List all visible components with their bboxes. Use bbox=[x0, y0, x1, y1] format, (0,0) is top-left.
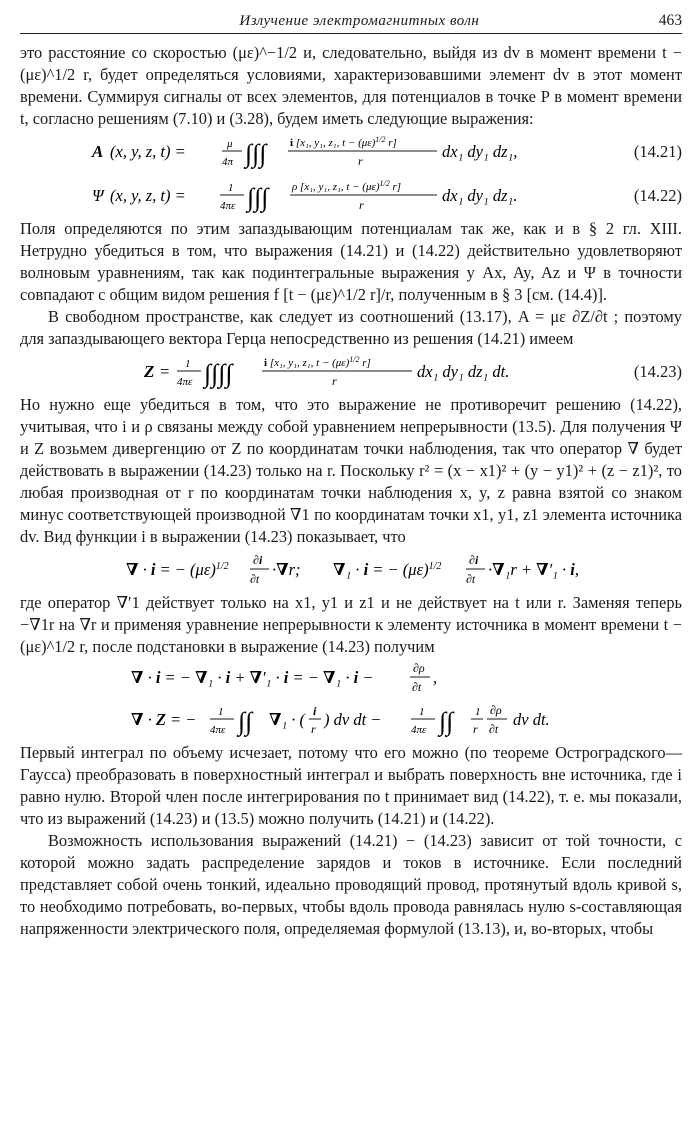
svg-text:∂i: ∂i bbox=[469, 553, 479, 567]
svg-text:∇ · i = − ∇₁ · i + ∇′₁ · i = −: ∇ · i = − ∇₁ · i + ∇′₁ · i = − ∇₁ · i − bbox=[131, 668, 374, 687]
svg-text:4πε: 4πε bbox=[177, 376, 193, 388]
svg-text:∂t: ∂t bbox=[250, 572, 260, 586]
svg-text:Z: Z bbox=[144, 362, 155, 381]
svg-text:A: A bbox=[92, 142, 104, 161]
running-title: Излучение электромагнитных волн bbox=[239, 13, 480, 29]
equation-number: (14.22) bbox=[633, 186, 682, 205]
equation-14-21 bbox=[20, 130, 682, 174]
svg-text:∫∫: ∫∫ bbox=[439, 707, 454, 736]
svg-text:∫∫∫: ∫∫∫ bbox=[245, 139, 267, 168]
paragraph-5: где оператор ∇′1 действует только на x1, y1 и z1 и не действует на t или r. Заменяя теперь −∇1r на ∇r и применяя уравнение непрерывности к элементу источника в момент времени t − (με)^1/2 r, после подстановки в выражение (14.23) получим bbox=[20, 593, 682, 656]
svg-text:∂i: ∂i bbox=[253, 553, 263, 567]
svg-text:∫∫∫∫: ∫∫∫∫ bbox=[204, 359, 233, 388]
svg-text:1: 1 bbox=[218, 706, 224, 718]
svg-text:ρ [x₁, y₁, z₁, t − (με)1/2: ρ [x₁, y₁, z₁, $t - (\mu\varepsilon)^{1/2}$ r] bbox=[292, 179, 402, 193]
svg-text:4πε: 4πε bbox=[220, 200, 236, 212]
paragraph-2: Поля определяются по этим запаздывающим потенциалам так же, как и в § 2 гл. XIII. Нетрудно убедиться в том, что выражения (14.21) и (14.22) действительно удовлетворяют волновым уравнениям, так как подинтегральные выражения у Ax, Ay, Az и Ψ в точности совпадают с общим видом решения f [t − (με)^1/2 r]/r, полученным в § 3 [см. (14.4)]. bbox=[20, 219, 682, 304]
svg-text:∇₁ · i = − (με)1/2: ∇₁ · i = − $(\mu\varepsilon)^{1/2}$ bbox=[333, 560, 442, 579]
paragraph-6: Первый интеграл по объему исчезает, потому что его можно (по теореме Остроградского—Гаусса) преобразовать в поверхностный интеграл и выбрать поверхность вне источника, где i равно нулю. Второй член после интегрирования по t принимает вид (14.22), т. е. мы показали, что из выражений (14.23) и (13.5) можно получить (14.21) и (14.22). bbox=[20, 743, 682, 828]
svg-text:r: r bbox=[359, 198, 364, 212]
svg-text:∫∫∫: ∫∫∫ bbox=[247, 183, 269, 212]
paragraph-7: Возможность использования выражений (14.21) − (14.23) зависит от той точности, с которой можно задать распределение зарядов и токов в источнике. Если последний представляет собой очень тонкий, идеально проводящий провод, протянутый вдоль кривой s, то необходимо потребовать, во-первых, чтобы вдоль провода равнялась нулю s-составляющая напряженности электрического поля, определяемая формулой (13.13), и, во-вторых, чтобы bbox=[20, 831, 682, 938]
svg-text:dx₁ dy₁ dz₁,: dx₁ dy₁ dz₁, bbox=[442, 142, 518, 161]
svg-text:4π: 4π bbox=[222, 156, 234, 168]
svg-text:dx₁ dy₁ dz₁.: dx₁ dy₁ dz₁. bbox=[442, 186, 518, 205]
svg-text:·∇r;: ·∇r; bbox=[272, 560, 301, 579]
svg-text:μ: μ bbox=[227, 138, 233, 150]
svg-text:1: 1 bbox=[228, 182, 234, 194]
equation-14-22 bbox=[20, 174, 682, 218]
equation-14-23-graphic bbox=[32, 350, 592, 394]
svg-text:∇₁ · (: ∇₁ · ( bbox=[269, 710, 306, 729]
svg-text:i [x₁, y₁, z₁, t − (με)1/2: i [x₁, y₁, z₁, $t - (\mu\varepsilon)^{1/2}$ r] bbox=[264, 355, 371, 369]
equation-div-z-graphic bbox=[41, 698, 661, 742]
equation-nabla-graphic bbox=[41, 548, 661, 592]
svg-text:∂t: ∂t bbox=[466, 572, 476, 586]
svg-text:dx₁ dy₁ dz₁ dt.: dx₁ dy₁ dz₁ dt. bbox=[417, 362, 510, 381]
svg-text:∫∫: ∫∫ bbox=[238, 707, 253, 736]
svg-text:1: 1 bbox=[419, 706, 425, 718]
page-header bbox=[20, 6, 682, 34]
svg-text:4πε: 4πε bbox=[411, 724, 427, 736]
svg-text:∂t: ∂t bbox=[412, 680, 422, 694]
equation-nabla bbox=[20, 548, 682, 592]
svg-text:dv dt.: dv dt. bbox=[513, 710, 550, 729]
svg-text:∂ρ: ∂ρ bbox=[413, 661, 425, 675]
svg-text:∇ · i = − (με)1/2: ∇ · i = − $(\mu\varepsilon)^{1/2}$ bbox=[126, 560, 229, 579]
equation-14-22-graphic bbox=[32, 174, 592, 218]
svg-text:1: 1 bbox=[185, 358, 191, 370]
svg-text:∂t: ∂t bbox=[489, 722, 499, 736]
equation-div-i-graphic bbox=[41, 658, 661, 698]
equation-14-23 bbox=[20, 350, 682, 394]
equation-div-i bbox=[20, 658, 682, 698]
svg-text:∇ · Z = −: ∇ · Z = − bbox=[131, 710, 197, 729]
svg-text:r: r bbox=[473, 722, 478, 736]
equation-div-z bbox=[20, 698, 682, 742]
svg-text:=: = bbox=[159, 362, 171, 381]
paragraph-3: В свободном пространстве, как следует из соотношений (13.17), A = με ∂Z/∂t ; поэтому для запаздывающего вектора Герца непосредственно из решения (14.21) имеем bbox=[20, 307, 682, 348]
svg-text:r: r bbox=[358, 154, 363, 168]
svg-text:·∇₁r + ∇′₁ · i,: ·∇₁r + ∇′₁ · i, bbox=[488, 560, 580, 579]
equation-14-21-graphic bbox=[32, 130, 592, 174]
svg-text:1: 1 bbox=[475, 706, 481, 718]
paragraph-4: Но нужно еще убедиться в том, что это выражение не противоречит решению (14.22), учитывая, что i и ρ связаны между собой уравнением непрерывности (13.5). Для получения Ψ и Z возьмем дивергенцию от Z по координатам точки наблюдения, так что оператор ∇ будет действовать в выражении (14.23) только на r. Поскольку r² = (x − x1)² + (y − y1)² + (z − z1)², то любая производная от r по координатам точки наблюдения x, y, z равна взятой со знаком минус соответствующей производной ∇1 по координатам точки x1, y1, z1 элемента источника dv. Вид функции i в выражении (14.23) показывает, что bbox=[20, 395, 682, 546]
svg-text:Ψ: Ψ bbox=[92, 186, 104, 205]
equation-number: (14.21) bbox=[633, 142, 682, 161]
svg-text:) dv dt −: ) dv dt − bbox=[324, 710, 382, 729]
svg-text:r: r bbox=[332, 374, 337, 388]
svg-text:i [x₁, y₁, z₁, t − (με)1/2: i [x₁, y₁, z₁, $t - (\mu\varepsilon)^{1/2}$ r] bbox=[290, 135, 397, 149]
page-number: 463 bbox=[658, 12, 682, 29]
svg-text:r: r bbox=[311, 722, 316, 736]
svg-text:4πε: 4πε bbox=[210, 724, 226, 736]
svg-text:∂ρ: ∂ρ bbox=[490, 703, 502, 717]
svg-text:(x, y, z, t) =: (x, y, z, t) = bbox=[110, 142, 186, 161]
svg-text:i: i bbox=[313, 704, 317, 718]
svg-text:(x, y, z, t) =: (x, y, z, t) = bbox=[110, 186, 186, 205]
svg-text:,: , bbox=[433, 668, 438, 687]
paragraph-1: это расстояние со скоростью (με)^−1/2 и, следовательно, выйдя из dv в момент времени t − (με)^1/2 r, будет определяться условиями, характеризовавшими элемент dv в этот момент времени. Суммируя сигналы от всех элементов, для потенциалов в точке P в момент времени t, согласно решениям (7.10) и (3.28), будем иметь следующие выражения: bbox=[20, 43, 683, 128]
equation-number: (14.23) bbox=[633, 362, 682, 381]
